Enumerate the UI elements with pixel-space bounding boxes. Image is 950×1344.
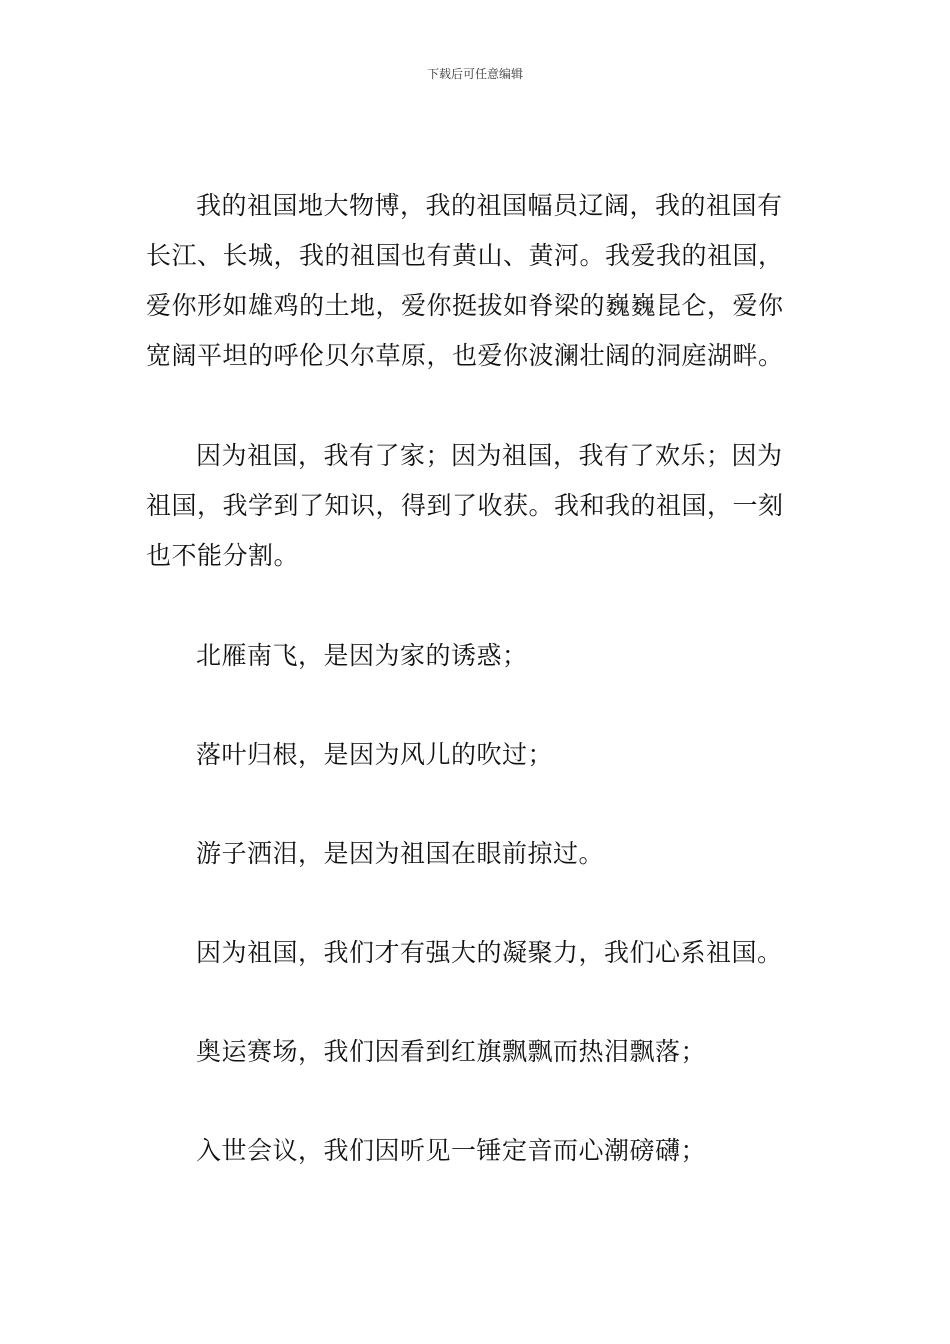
line-olympics: 奥运赛场，我们因看到红旗飘飘而热泪飘落； xyxy=(196,1037,707,1066)
line-wanderer: 游子洒泪，是因为祖国在眼前掠过。 xyxy=(196,839,605,868)
document-body xyxy=(146,181,806,1225)
line-wto: 入世会议，我们因听见一锤定音而心潮磅礴； xyxy=(196,1136,707,1165)
line-geese: 北雁南飞，是因为家的诱惑； xyxy=(196,641,528,670)
line-cohesion: 因为祖国，我们才有强大的凝聚力，我们心系祖国。 xyxy=(196,938,783,967)
paragraph-because-motherland: 因为祖国，我有了家；因为祖国，我有了欢乐；因为祖国，我学到了知识，得到了收获。我和我的祖国，一刻也不能分割。 xyxy=(146,441,784,570)
line-leaves: 落叶归根，是因为风儿的吹过； xyxy=(196,740,554,769)
paragraph-motherland-vast: 我的祖国地大物博，我的祖国幅员辽阔，我的祖国有长江、长城，我的祖国也有黄山、黄河。我爱我的祖国，爱你形如雄鸡的土地，爱你挺拔如脊梁的巍巍昆仑，爱你宽阔平坦的呼伦贝尔草原，也爱你波澜壮阔的洞庭湖畔。 xyxy=(146,191,784,370)
page-header: 下载后可任意编辑 xyxy=(426,67,523,81)
